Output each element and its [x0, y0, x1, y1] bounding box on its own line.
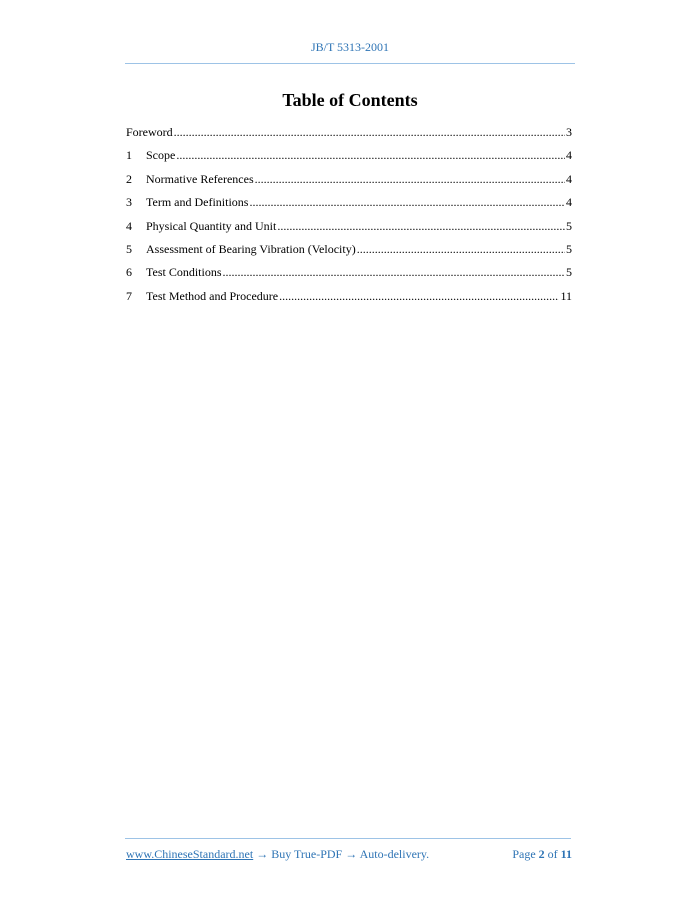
toc-entry-number: 7	[126, 288, 132, 303]
toc-entry-page: 4	[566, 171, 572, 186]
buy-true-pdf-text: Buy True-PDF	[271, 847, 343, 861]
toc-entry-assessment[interactable]	[126, 239, 572, 262]
toc-entry-page: 5	[566, 241, 572, 256]
toc-entry-page: 11	[560, 288, 572, 303]
toc-entry-test-conditions[interactable]	[126, 262, 572, 285]
toc-entry-text: Normative References	[146, 171, 254, 186]
toc-entry-text: Foreword	[126, 125, 173, 139]
page-number	[512, 847, 572, 862]
toc-dot-leader	[249, 192, 565, 212]
toc-title: Table of Contents	[282, 90, 418, 110]
toc-entry-page: 5	[566, 218, 572, 233]
toc-entry-number: 3	[126, 195, 132, 210]
toc-entry-foreword[interactable]	[126, 122, 572, 145]
toc-entry-text: Scope	[146, 148, 176, 163]
toc-dot-leader	[279, 286, 559, 306]
toc-dot-leader	[174, 122, 565, 142]
toc-dot-leader	[176, 145, 565, 165]
toc-entry-term-and-definitions[interactable]	[126, 192, 572, 215]
toc-entry-text: Assessment of Bearing Vibration (Velocity)	[146, 241, 356, 256]
header-divider	[125, 63, 575, 64]
footer-divider	[125, 838, 571, 839]
toc-entry-page: 5	[566, 265, 572, 280]
arrow-icon: →	[253, 847, 272, 861]
toc-entry-number: 2	[126, 171, 132, 186]
toc-entry-number: 5	[126, 241, 132, 256]
page-current: 2	[538, 847, 545, 861]
toc-dot-leader	[223, 262, 566, 282]
toc-entry-test-method[interactable]	[126, 286, 572, 309]
toc-entry-text: Physical Quantity and Unit	[146, 218, 277, 233]
page-of-label: of	[547, 847, 558, 861]
toc-entry-normative-references[interactable]	[126, 169, 572, 192]
toc-entry-scope[interactable]	[126, 145, 572, 168]
toc-entry-text: Term and Definitions	[146, 195, 249, 210]
site-link[interactable]: www.ChineseStandard.net	[126, 847, 254, 861]
toc-entry-text: Test Method and Procedure	[146, 288, 279, 303]
auto-delivery-text: Auto-delivery.	[359, 847, 430, 861]
toc-entry-number: 4	[126, 218, 132, 233]
toc-entry-physical-quantity[interactable]	[126, 216, 572, 239]
footer-promo	[126, 847, 429, 862]
toc-entry-text: Test Conditions	[146, 265, 222, 280]
toc-entry-page: 4	[566, 195, 572, 210]
toc-dot-leader	[357, 239, 565, 259]
toc-list	[126, 122, 572, 309]
page-label: Page	[512, 847, 536, 861]
toc-entry-page: 3	[566, 125, 572, 139]
toc-dot-leader	[255, 169, 565, 189]
arrow-icon: →	[342, 847, 360, 861]
page-total: 11	[560, 847, 572, 861]
toc-entry-number: 6	[126, 265, 132, 280]
page-footer	[126, 847, 572, 862]
standard-code: JB/T 5313-2001	[310, 40, 390, 54]
page-header	[125, 40, 575, 55]
toc-entry-page: 4	[566, 148, 572, 163]
toc-entry-number: 1	[126, 148, 132, 163]
toc-dot-leader	[277, 216, 565, 236]
